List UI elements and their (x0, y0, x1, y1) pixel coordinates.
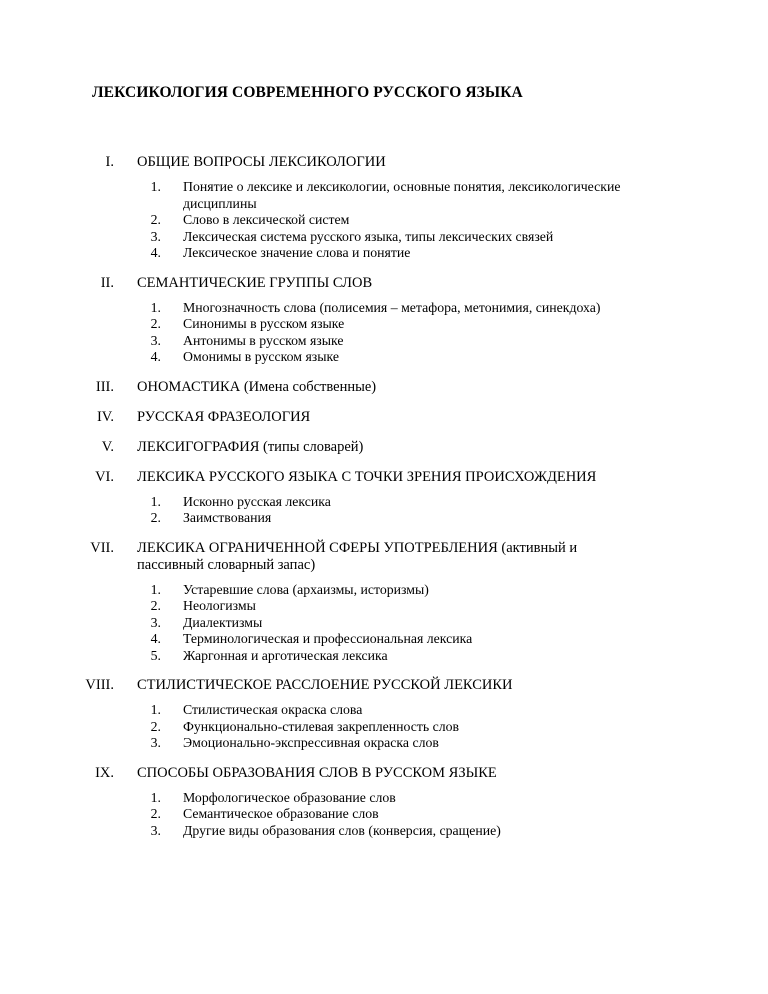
section-note: (Имена собственные) (240, 378, 377, 395)
section-heading (0, 379, 768, 396)
list-item-number: 2. (150, 316, 161, 331)
section-title: ЛЕКСИГОГРАФИЯ (137, 438, 260, 455)
section (0, 275, 768, 366)
subsection-list (0, 494, 768, 527)
section-heading-text (137, 275, 647, 292)
list-item (0, 229, 768, 246)
list-item (0, 615, 768, 632)
section (0, 439, 768, 456)
section-heading (0, 765, 768, 782)
list-item-number: 2. (150, 510, 161, 525)
list-item (0, 494, 768, 511)
list-item-number: 3. (150, 735, 161, 750)
subsection-list (0, 702, 768, 752)
list-item-text: Неологизмы (183, 598, 256, 613)
document-title: ЛЕКСИКОЛОГИЯ СОВРЕМЕННОГО РУССКОГО ЯЗЫКА (92, 84, 523, 101)
section-title: ОБЩИЕ ВОПРОСЫ ЛЕКСИКОЛОГИИ (137, 154, 386, 170)
section-title: СЕМАНТИЧЕСКИЕ ГРУППЫ СЛОВ (137, 274, 373, 291)
section (0, 469, 768, 527)
list-item-text: Другие виды образования слов (конверсия, сращение) (183, 822, 501, 838)
list-item (0, 631, 768, 648)
list-item-number: 4. (150, 631, 161, 646)
section-heading-text (137, 379, 647, 396)
section-heading (0, 677, 768, 694)
list-item-number: 2. (150, 718, 161, 734)
section-title: СТИЛИСТИЧЕСКОЕ РАССЛОЕНИЕ РУССКОЙ ЛЕКСИКИ (137, 677, 513, 693)
section-title: ЛЕКСИКА ОГРАНИЧЕННОЙ СФЕРЫ УПОТРЕБЛЕНИЯ (137, 539, 498, 556)
section-heading (0, 469, 768, 486)
list-item-text: Жаргонная и арготическая лексика (183, 647, 388, 663)
list-item-text: Понятие о лексике и лексикологии, основные понятия, лексикологические дисциплины (183, 179, 621, 211)
list-item-text: Функционально-стилевая закрепленность слов (183, 718, 460, 734)
subsection-list (0, 582, 768, 665)
section-heading-text (137, 765, 647, 782)
list-item (0, 212, 768, 229)
section (0, 154, 768, 262)
section-numeral: IV. (96, 408, 114, 425)
list-item (0, 790, 768, 807)
section-note: (активный и пассивный словарный запас) (137, 539, 578, 573)
list-item-text: Устаревшие слова (архаизмы, историзмы) (183, 581, 429, 597)
section-note: (типы словарей) (259, 438, 364, 455)
section-title: РУССКАЯ ФРАЗЕОЛОГИЯ (137, 408, 311, 425)
section-numeral: III. (95, 378, 114, 395)
list-item-text: Синонимы в русском языке (183, 316, 345, 331)
list-item (0, 598, 768, 615)
list-item-text: Слово в лексической систем (183, 212, 350, 227)
section-numeral: II. (100, 274, 114, 291)
list-item-text: Морфологическое образование слов (183, 789, 396, 805)
list-item-text: Стилистическая окраска слова (183, 702, 363, 717)
list-item-number: 4. (150, 245, 161, 260)
subsection-list (0, 300, 768, 366)
section-heading-text (137, 154, 647, 171)
list-item (0, 735, 768, 752)
list-item (0, 349, 768, 366)
list-item-text: Терминологическая и профессиональная лексика (183, 631, 473, 646)
list-item-number: 5. (150, 647, 161, 663)
list-item-number: 1. (150, 789, 161, 805)
section (0, 409, 768, 426)
section-heading (0, 154, 768, 171)
list-item (0, 245, 768, 262)
list-item (0, 179, 768, 212)
section-list (0, 154, 768, 852)
list-item-number: 2. (150, 806, 161, 821)
list-item-number: 1. (150, 493, 161, 509)
section-title: ОНОМАСТИКА (137, 378, 241, 395)
list-item (0, 648, 768, 665)
list-item (0, 702, 768, 719)
list-item-text: Эмоционально-экспрессивная окраска слов (183, 735, 439, 750)
subsection-list (0, 790, 768, 840)
section-heading (0, 540, 768, 574)
section-numeral: VIII. (85, 677, 114, 693)
list-item-text: Лексическая система русского языка, типы лексических связей (183, 228, 554, 244)
section-heading-text (137, 469, 647, 486)
section-title: СПОСОБЫ ОБРАЗОВАНИЯ СЛОВ В РУССКОМ ЯЗЫКЕ (137, 764, 497, 781)
list-item-text: Заимствования (183, 510, 272, 525)
list-item-text: Диалектизмы (183, 614, 263, 630)
section-numeral: IX. (95, 764, 114, 781)
section (0, 540, 768, 665)
list-item-number: 1. (150, 581, 161, 597)
list-item-text: Антонимы в русском языке (183, 332, 344, 348)
list-item (0, 510, 768, 527)
section (0, 765, 768, 840)
list-item-text: Омонимы в русском языке (183, 349, 340, 364)
list-item-number: 1. (150, 299, 161, 315)
list-item-number: 2. (150, 212, 161, 227)
list-item-number: 4. (150, 349, 161, 364)
section-numeral: I. (105, 154, 114, 170)
list-item-text: Семантическое образование слов (183, 806, 379, 821)
section (0, 379, 768, 396)
section-title: ЛЕКСИКА РУССКОГО ЯЗЫКА С ТОЧКИ ЗРЕНИЯ ПРОИСХОЖДЕНИЯ (137, 468, 597, 485)
list-item-number: 1. (150, 702, 161, 717)
list-item (0, 333, 768, 350)
section-numeral: VII. (90, 539, 114, 556)
section-heading-text (137, 409, 647, 426)
section-heading (0, 439, 768, 456)
list-item-number: 3. (150, 228, 161, 244)
subsection-list (0, 179, 768, 262)
section-heading (0, 275, 768, 292)
list-item-text: Исконно русская лексика (183, 493, 331, 509)
list-item-number: 3. (150, 332, 161, 348)
list-item (0, 806, 768, 823)
list-item-number: 3. (150, 614, 161, 630)
section-heading-text (137, 540, 647, 574)
list-item (0, 582, 768, 599)
list-item (0, 823, 768, 840)
section (0, 677, 768, 752)
list-item (0, 300, 768, 317)
section-numeral: V. (101, 438, 114, 455)
list-item (0, 719, 768, 736)
list-item-text: Лексическое значение слова и понятие (183, 245, 411, 260)
section-numeral: VI. (95, 468, 114, 485)
list-item-number: 3. (150, 822, 161, 838)
list-item-number: 2. (150, 598, 161, 613)
list-item (0, 316, 768, 333)
section-heading-text (137, 677, 647, 694)
section-heading (0, 409, 768, 426)
section-heading-text (137, 439, 647, 456)
list-item-number: 1. (150, 179, 161, 194)
list-item-text: Многозначность слова (полисемия – метафора, метонимия, синекдоха) (183, 299, 601, 315)
